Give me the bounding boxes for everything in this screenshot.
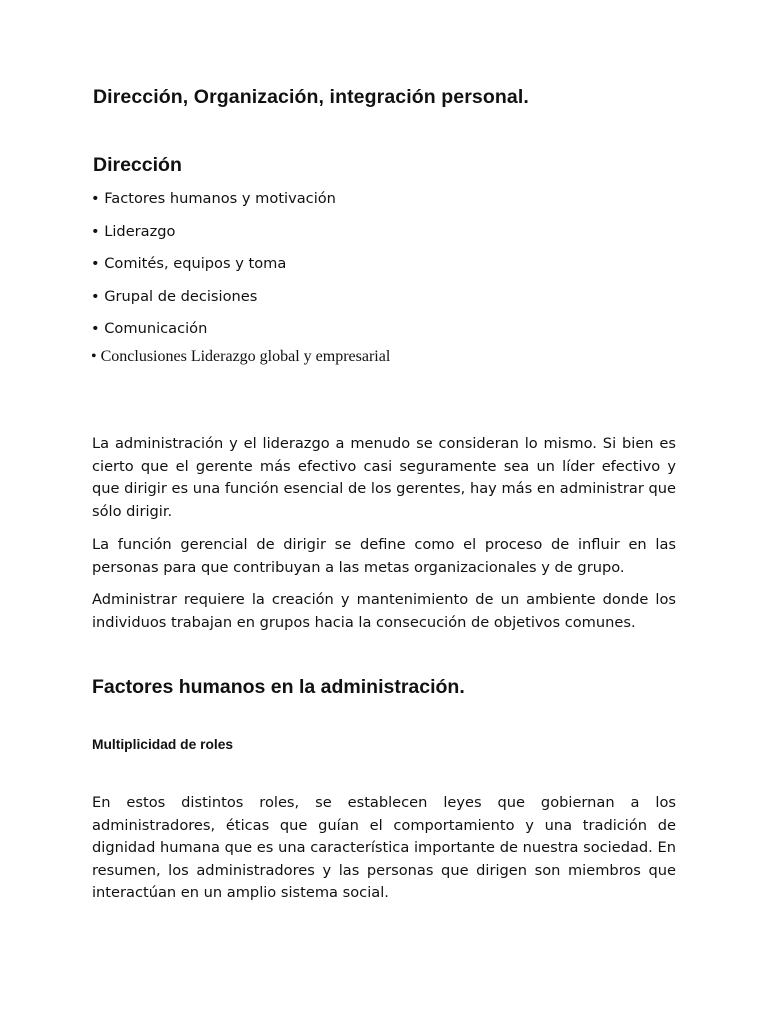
paragraph-funcion-gerencial: La función gerencial de dirigir se define como el proceso de influir en las personas para que contribuyan a las metas organizacionales y de grupo. (92, 536, 676, 576)
list-item: • Comités, equipos y toma (91, 255, 287, 272)
list-item-conclusiones: • Conclusiones Liderazgo global y empresarial (91, 348, 391, 365)
subheading-multiplicidad: Multiplicidad de roles (92, 737, 234, 752)
paragraph-roles: En estos distintos roles, se establecen leyes que gobiernan a los administradores, éticas que guían el comportamiento y una tradición de dignidad humana que es una característica importante de nuestra sociedad. En resumen, los administradores y las personas que dirigen son miembros que interactúan en un amplio sistema social. (92, 794, 676, 902)
document-title: Dirección, Organización, integración personal. (93, 86, 529, 108)
bullet-list (91, 189, 336, 352)
section-heading-factores: Factores humanos en la administración. (92, 676, 465, 698)
list-item: • Factores humanos y motivación (91, 190, 336, 207)
list-item: • Grupal de decisiones (91, 287, 258, 305)
paragraph-administracion-liderazgo: La administración y el liderazgo a menudo se consideran lo mismo. Si bien es cierto que el gerente más efectivo casi seguramente sea un líder efectivo y que dirigir es una función esencial de los gerentes, hay más en administrar que sólo dirigir. (92, 435, 676, 520)
paragraph-administrar: Administrar requiere la creación y mantenimiento de un ambiente donde los individuos trabajan en grupos hacia la consecución de objetivos comunes. (92, 591, 676, 631)
list-item: • Liderazgo (91, 222, 176, 240)
section-heading-direccion: Dirección (93, 154, 182, 176)
list-item: • Comunicación (91, 320, 208, 337)
